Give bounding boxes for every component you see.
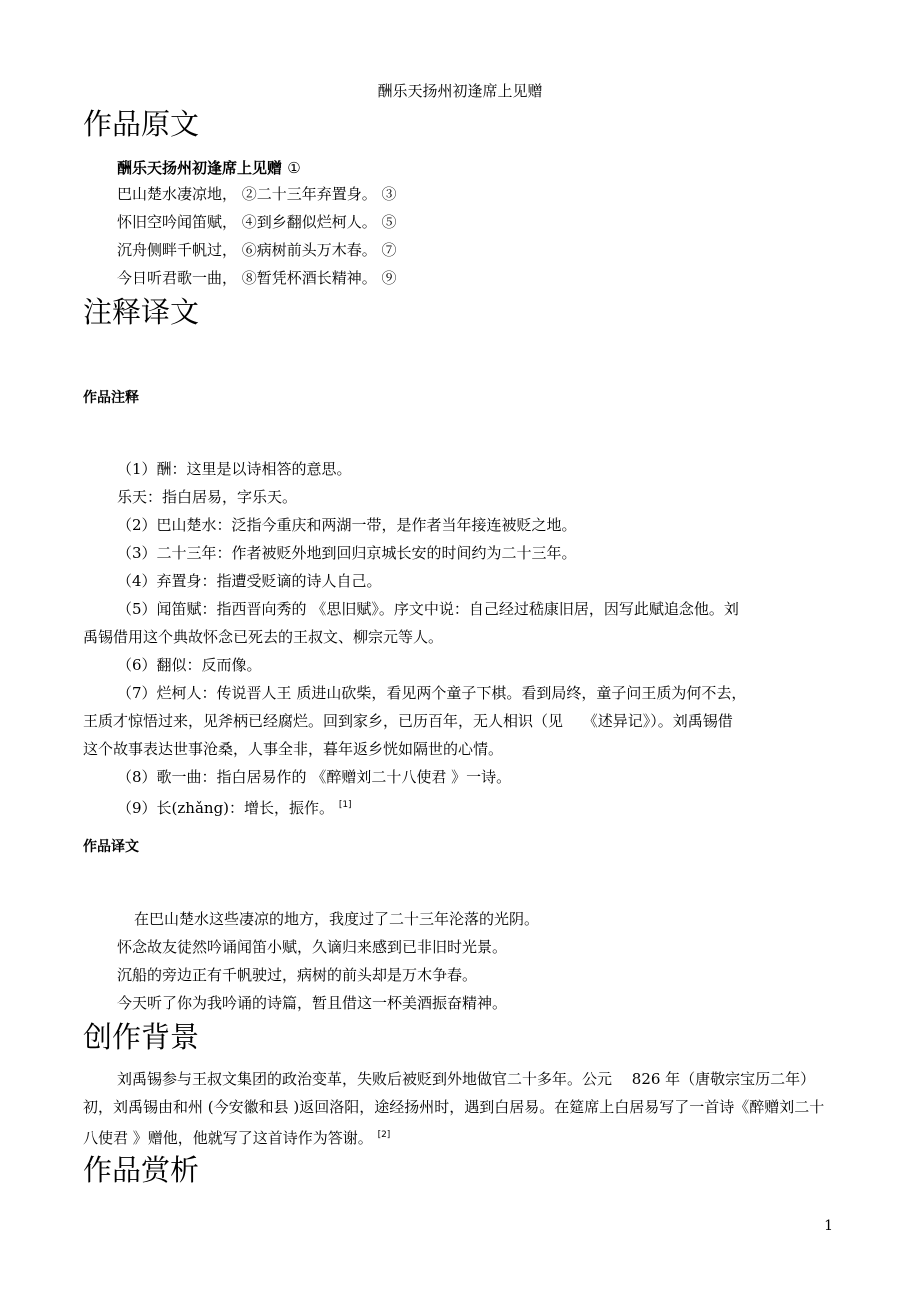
notes-heading: 作品注释 bbox=[83, 390, 139, 406]
note-line: （6）翻似：反而像。 bbox=[117, 656, 262, 674]
poem-line: 沉舟侧畔千帆过， ⑥病树前头万木春。 ⑦ bbox=[117, 241, 397, 259]
note-line: （8）歌一曲：指白居易作的 《醉赠刘二十八使君 》一诗。 bbox=[117, 768, 512, 786]
section-heading-appreciation: 作品赏析 bbox=[83, 1153, 200, 1187]
reference-link[interactable]: [1] bbox=[338, 800, 352, 810]
section-heading-notes-translation: 注释译文 bbox=[83, 295, 200, 329]
poem-line: 怀旧空吟闻笛赋， ④到乡翻似烂柯人。 ⑤ bbox=[117, 213, 397, 231]
note-line: （4）弃置身：指遭受贬谪的诗人自己。 bbox=[117, 572, 382, 590]
document-title: 酬乐天扬州初逢席上见赠 bbox=[377, 82, 543, 100]
note-line-text: （9）长(zhǎng)：增长，振作。 bbox=[117, 799, 335, 817]
note-line: （7）烂柯人：传说晋人王 质进山砍柴，看见两个童子下棋。看到局终，童子问王质为何不去， bbox=[117, 684, 747, 702]
note-line bbox=[117, 791, 352, 822]
background-paragraph bbox=[83, 1065, 835, 1152]
translation-line: 今天听了你为我吟诵的诗篇，暂且借这一杯美酒振奋精神。 bbox=[117, 994, 508, 1012]
note-line: 这个故事表达世事沧桑，人事全非，暮年返乡恍如隔世的心情。 bbox=[83, 740, 504, 758]
section-heading-original: 作品原文 bbox=[83, 107, 200, 141]
note-line: （5）闻笛赋：指西晋向秀的 《思旧赋》。序文中说：自己经过嵇康旧居，因写此赋追念他。刘 bbox=[117, 600, 739, 618]
note-line: （2）巴山楚水：泛指今重庆和两湖一带，是作者当年接连被贬之地。 bbox=[117, 516, 577, 534]
translation-line: 在巴山楚水这些凄凉的地方，我度过了二十三年沦落的光阴。 bbox=[134, 910, 540, 928]
poem-title bbox=[117, 157, 301, 178]
poem-title-mark: ① bbox=[287, 159, 301, 177]
section-heading-background: 创作背景 bbox=[83, 1020, 200, 1054]
note-line: 王质才惊悟过来，见斧柄已经腐烂。回到家乡，已历百年，无人相识（见 《述异记》）。刘禹锡借 bbox=[83, 712, 733, 730]
page-number: 1 bbox=[824, 1218, 833, 1234]
note-line: 乐天：指白居易，字乐天。 bbox=[117, 488, 298, 506]
background-text: 刘禹锡参与王叔文集团的政治变革，失败后被贬到外地做官二十多年。公元 826 年（唐敬宗宝历二年）初，刘禹锡由和州 (今安徽和县 )返回洛阳，途经扬州时，遇到白居易。在筵席上白居易写了一首诗《醉赠刘二十八使君 》赠他，他就写了这首诗作为答谢。 bbox=[83, 1070, 825, 1147]
note-line: （1）酬：这里是以诗相答的意思。 bbox=[117, 460, 352, 478]
poem-line: 巴山楚水凄凉地， ②二十三年弃置身。 ③ bbox=[117, 185, 397, 203]
note-line: 禹锡借用这个典故怀念已死去的王叔文、柳宗元等人。 bbox=[83, 628, 444, 646]
poem-title-text: 酬乐天扬州初逢席上见赠 bbox=[117, 159, 283, 177]
reference-link[interactable]: [2] bbox=[377, 1130, 391, 1140]
poem-line: 今日听君歌一曲， ⑧暂凭杯酒长精神。 ⑨ bbox=[117, 269, 397, 287]
note-line: （3）二十三年：作者被贬外地到回归京城长安的时间约为二十三年。 bbox=[117, 544, 577, 562]
translation-line: 沉船的旁边正有千帆驶过，病树的前头却是万木争春。 bbox=[117, 966, 478, 984]
translation-line: 怀念故友徒然吟诵闻笛小赋，久谪归来感到已非旧时光景。 bbox=[117, 938, 508, 956]
translation-heading: 作品译文 bbox=[83, 839, 139, 855]
